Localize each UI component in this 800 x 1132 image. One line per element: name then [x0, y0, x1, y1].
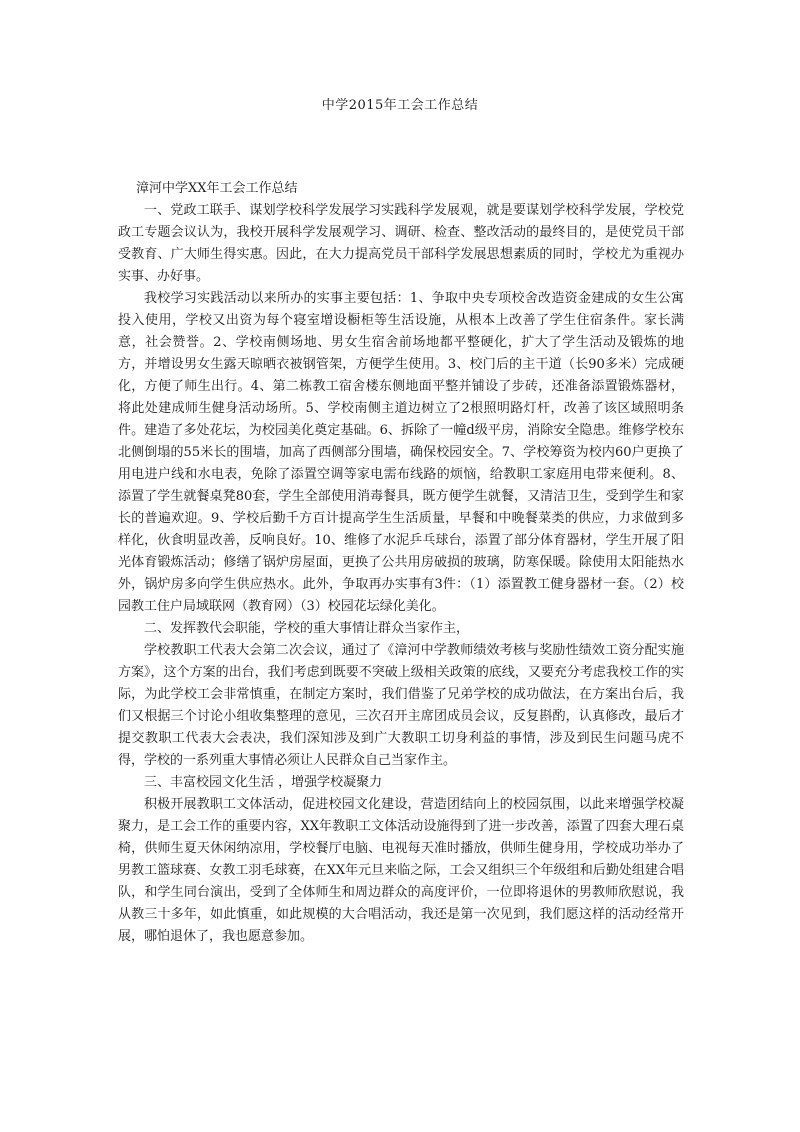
paragraph-culture: 积极开展教职工文体活动，促进校园文化建设，营造团结向上的校园氛围，以此来增强学校凝聚力，是工会工作的重要内容，XX年教职工文体活动设施得到了进一步改善，添置了四套大理石桌椅，供师生夏天休闲纳凉用，学校餐厅电脑、电视每天准时播放，供师生健身用，学校成功举办了男教工篮球赛、女教工羽毛球赛，在XX年元旦来临之际，工会又组织三个年级组和后勤处组建合唱队，和学生同台演出，受到了全体师生和周边群众的高度评价，一位即将退休的男教师欣慰说，我从教三十多年，如此慎重，如此规模的大合唱活动，我还是第一次见到，我们愿这样的活动经常开展，哪怕退休了，我也愿意参加。: [118, 797, 684, 944]
document-subtitle: 漳河中学XX年工会工作总结: [136, 181, 298, 196]
paragraph-congress: 学校教职工代表大会第二次会议，通过了《漳河中学教师绩效考核与奖励性绩效工资分配实施方案》，这个方案的出台，我们考虑到既要不突破上级相关政策的底线，又要充分考虑我校工作的实际，为此学校工会非常慎重，在制定方案时，我们借鉴了兄弟学校的成功做法，在方案出台后，我们又根据三个讨论小组收集整理的意见，三次召开主席团成员会议，反复斟酌，认真修改，最后才提交教职工代表大会表决，我们深知涉及到广大教职工切身利益的事情，涉及到民生问题马虎不得，学校的一系列重大事情必须让人民群众自己当家作主。: [118, 643, 684, 768]
heading-section-three: 三、丰富校园文化生活 ，增强学校凝聚力: [144, 775, 383, 790]
paragraph-practical-matters: 我校学习实践活动以来所办的实事主要包括：1、争取中央专项校舍改造资金建成的女生公寓投入使用，学校又出资为每个寝室增设橱柜等生活设施，从根本上改善了学生住宿条件。家长满意，社会赞誉。2、学校南侧场地、男女生宿舍前场地都平整硬化，扩大了学生活动及锻炼的地方，并增设男女生露天晾晒衣被钢管架，方便学生使用。3、校门后的主干道（长90多米）完成硬化，方便了师生出行。4、第二栋教工宿舍楼东侧地面平整并铺设了步砖，还准备添置锻炼器材，将此处建成师生健身活动场所。5、学校南侧主道边树立了2根照明路灯杆，改善了该区域照明条件。建造了多处花坛，为校园美化奠定基础。6、拆除了一幢d级平房，消除安全隐患。维修学校东北侧倒塌的55米长的围墙，加高了西侧部分围墙，确保校园安全。7、学校筹资为校内60户更换了用电进户线和水电表，免除了添置空调等家电需布线路的烦恼，给教职工家庭用电带来便利。8、添置了学生就餐桌凳80套，学生全部使用消毒餐具，既方便学生就餐，又清洁卫生，受到学生和家长的普遍欢迎。9、学校后勤千方百计提高学生生活质量，早餐和中晚餐菜类的供应，力求做到多样化，伙食明显改善，反响良好。10、维修了水泥乒乓球台，添置了部分体育器材，学生开展了阳光体育锻炼活动；修缮了锅炉房屋面，更换了公共用房破损的玻璃，防寒保暖。除使用太阳能热水外，锅炉房多向学生供应热水。此外，争取再办实事有3件：（1）添置教工健身器材一套。（2）校园教工住户局域联网（教育网）（3）校园花坛绿化美化。: [118, 291, 684, 614]
document-body: [118, 178, 684, 948]
paragraph-section-one: 一、党政工联手、谋划学校科学发展学习实践科学发展观，就是要谋划学校科学发展，学校党政工专题会议认为，我校开展科学发展观学习、调研、检查、整改活动的最终目的，是使党员干部受教育、广大师生得实惠。因此，在大力提高党员干部科学发展思想素质的同时，学校尤为重视办实事、办好事。: [118, 203, 684, 284]
document-title: 中学2015年工会工作总结: [321, 98, 479, 113]
heading-section-two: 二、发挥教代会职能，学校的重大事情让群众当家作主，: [144, 621, 470, 636]
